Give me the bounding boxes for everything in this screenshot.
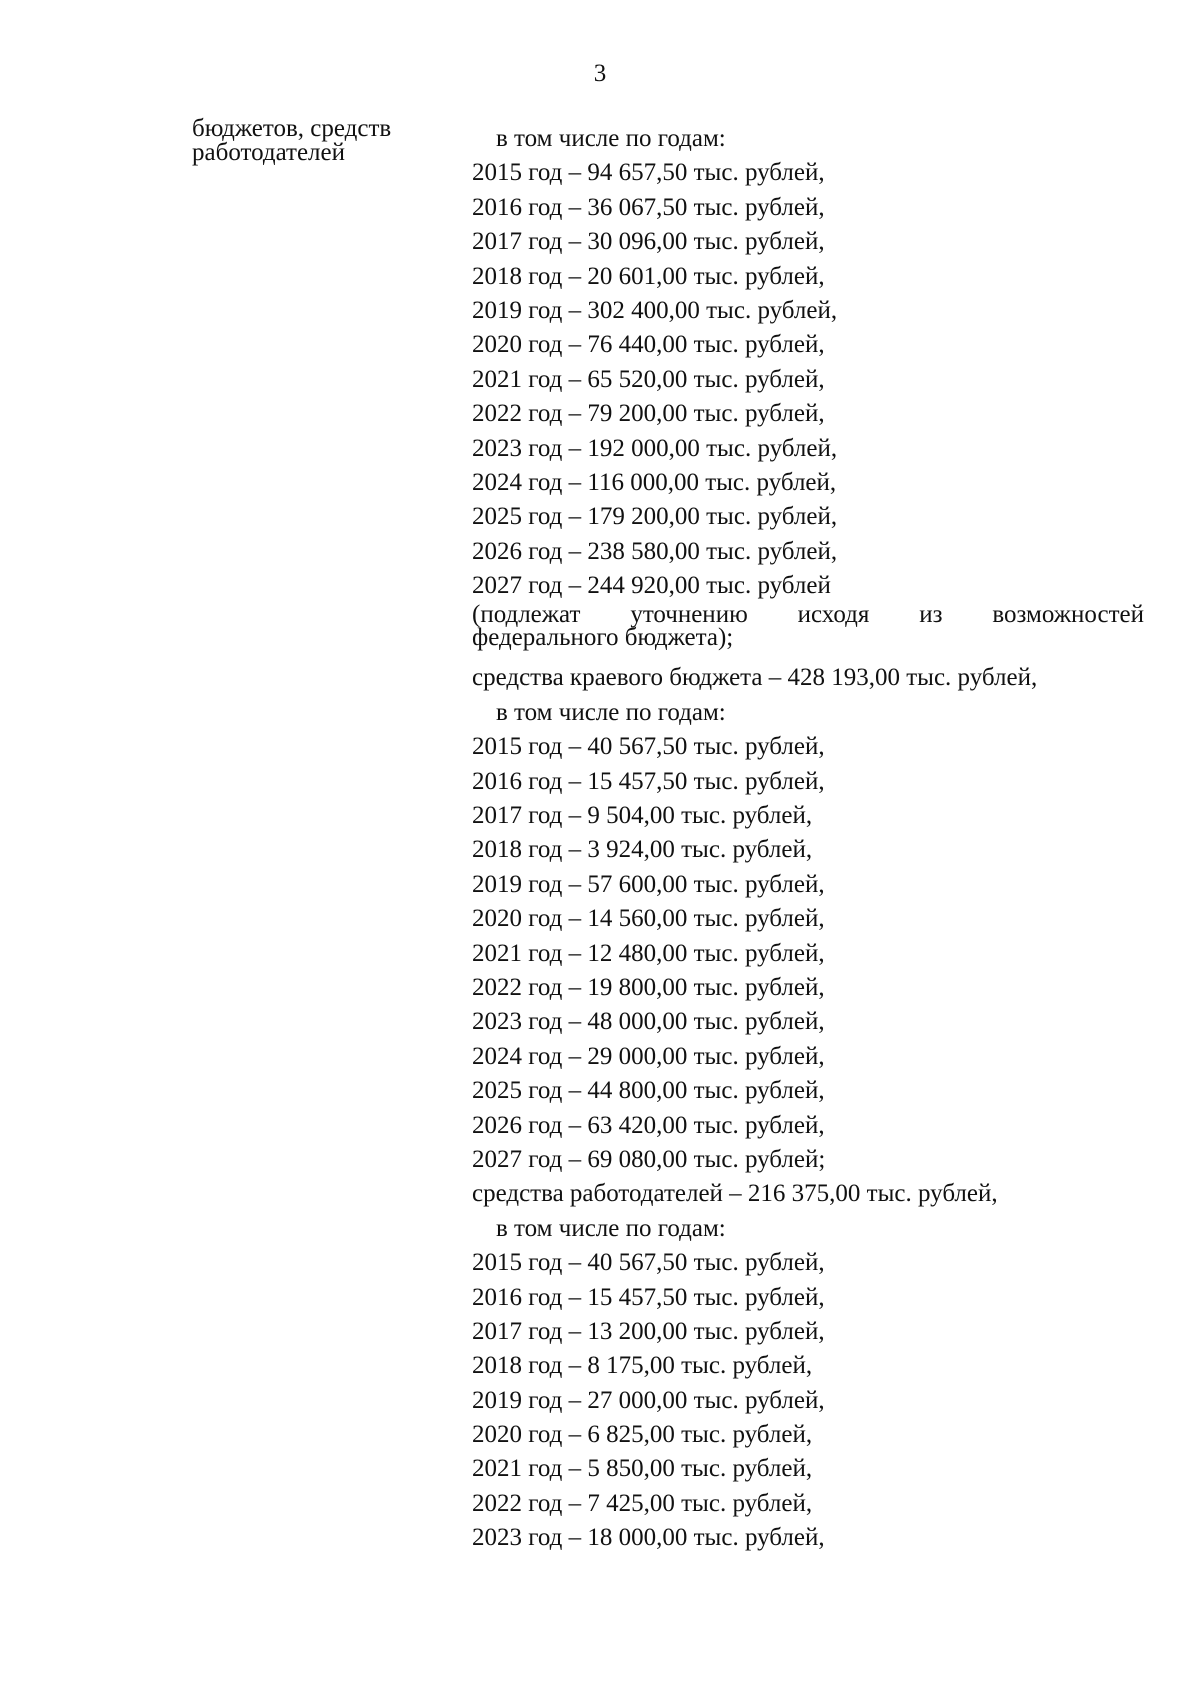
employers-year-list xyxy=(472,1246,1152,1556)
federal-intro: в том числе по годам: xyxy=(496,125,726,152)
regional-year-line: 2016 год – 15 457,50 тыс. рублей, xyxy=(472,767,825,795)
regional-intro: в том числе по годам: xyxy=(496,698,726,726)
employers-year-line: 2022 год – 7 425,00 тыс. рублей, xyxy=(472,1489,813,1517)
federal-year-line: 2018 год – 20 601,00 тыс. рублей, xyxy=(472,262,825,290)
regional-year-line: 2026 год – 63 420,00 тыс. рублей, xyxy=(472,1111,825,1139)
regional-year-line: 2018 год – 3 924,00 тыс. рублей, xyxy=(472,836,813,864)
employers-year-line: 2021 год – 5 850,00 тыс. рублей, xyxy=(472,1455,813,1483)
regional-year-line: 2021 год – 12 480,00 тыс. рублей, xyxy=(472,939,825,967)
note-word: возможностей xyxy=(992,601,1144,629)
employers-heading: средства работодателей – 216 375,00 тыс. рублей, xyxy=(472,1180,998,1208)
regional-year-line: 2017 год – 9 504,00 тыс. рублей, xyxy=(472,802,813,830)
page-number: 3 xyxy=(593,60,607,87)
regional-year-line: 2024 год – 29 000,00 тыс. рублей, xyxy=(472,1042,825,1070)
note-word: уточнению xyxy=(630,601,748,629)
regional-heading: средства краевого бюджета – 428 193,00 тыс. рублей, xyxy=(472,664,1038,692)
regional-year-line: 2020 год – 14 560,00 тыс. рублей, xyxy=(472,905,825,933)
federal-year-line: 2021 год – 65 520,00 тыс. рублей, xyxy=(472,365,825,393)
employers-year-line: 2017 год – 13 200,00 тыс. рублей, xyxy=(472,1317,825,1345)
regional-year-list xyxy=(472,730,1152,1177)
regional-year-line: 2015 год – 40 567,50 тыс. рублей, xyxy=(472,733,825,761)
federal-year-line: 2023 год – 192 000,00 тыс. рублей, xyxy=(472,434,838,462)
federal-note-end: федерального бюджета); xyxy=(472,624,734,652)
federal-year-line: 2027 год – 244 920,00 тыс. рублей xyxy=(472,572,831,600)
employers-intro: в том числе по годам: xyxy=(496,1214,726,1242)
left-label-line: бюджетов, средств xyxy=(192,115,392,142)
federal-year-line: 2024 год – 116 000,00 тыс. рублей, xyxy=(472,468,837,496)
regional-year-line: 2027 год – 69 080,00 тыс. рублей; xyxy=(472,1145,826,1173)
federal-year-list xyxy=(472,156,1152,603)
federal-year-line: 2019 год – 302 400,00 тыс. рублей, xyxy=(472,296,838,324)
federal-year-line: 2017 год – 30 096,00 тыс. рублей, xyxy=(472,228,825,256)
federal-year-line: 2025 год – 179 200,00 тыс. рублей, xyxy=(472,503,838,531)
federal-year-line: 2016 год – 36 067,50 тыс. рублей, xyxy=(472,193,825,221)
regional-year-line: 2019 год – 57 600,00 тыс. рублей, xyxy=(472,870,825,898)
employers-year-line: 2023 год – 18 000,00 тыс. рублей, xyxy=(472,1524,825,1552)
regional-year-line: 2023 год – 48 000,00 тыс. рублей, xyxy=(472,1008,825,1036)
left-label-line: работодателей xyxy=(192,139,346,166)
note-word: из xyxy=(919,601,943,629)
regional-year-line: 2025 год – 44 800,00 тыс. рублей, xyxy=(472,1077,825,1105)
federal-year-line: 2015 год – 94 657,50 тыс. рублей, xyxy=(472,159,825,187)
regional-year-line: 2022 год – 19 800,00 тыс. рублей, xyxy=(472,973,825,1001)
employers-year-line: 2015 год – 40 567,50 тыс. рублей, xyxy=(472,1249,825,1277)
note-word: (подлежат xyxy=(472,601,581,629)
employers-year-line: 2018 год – 8 175,00 тыс. рублей, xyxy=(472,1352,813,1380)
federal-year-line: 2020 год – 76 440,00 тыс. рублей, xyxy=(472,331,825,359)
federal-year-line: 2026 год – 238 580,00 тыс. рублей, xyxy=(472,537,838,565)
funding-details xyxy=(472,122,1152,1556)
employers-year-line: 2016 год – 15 457,50 тыс. рублей, xyxy=(472,1283,825,1311)
note-word: исходя xyxy=(797,601,870,629)
employers-year-line: 2019 год – 27 000,00 тыс. рублей, xyxy=(472,1386,825,1414)
employers-year-line: 2020 год – 6 825,00 тыс. рублей, xyxy=(472,1421,813,1449)
federal-year-line: 2022 год – 79 200,00 тыс. рублей, xyxy=(472,400,825,428)
left-column-label xyxy=(192,117,452,165)
